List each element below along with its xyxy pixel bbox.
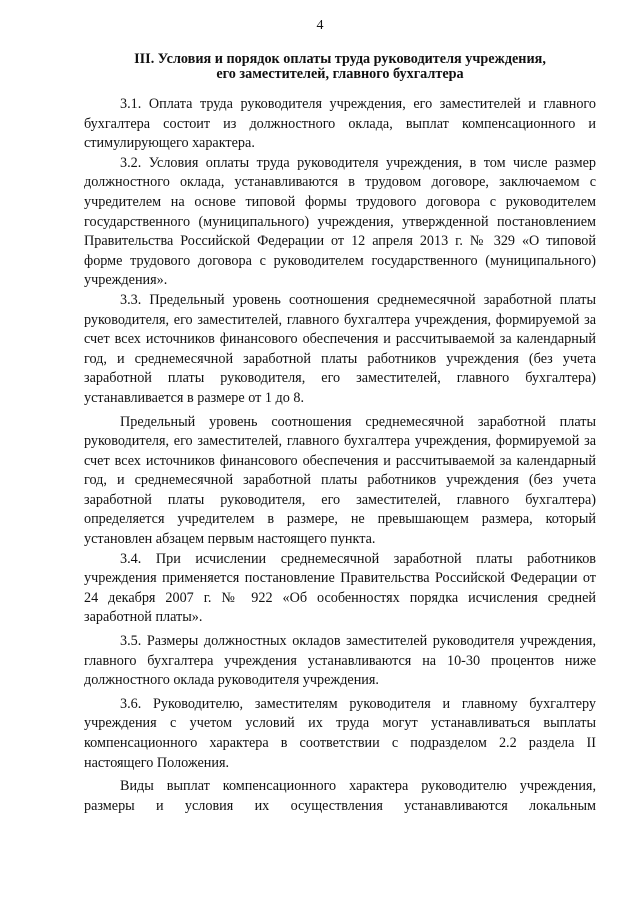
paragraph-3-2: 3.2. Условия оплаты труда руководителя учреждения, в том числе размер должностного оклада, устанавливаются в трудовом договоре, заключаемом с учредителем на основе типовой формы трудового договора с руководителем государственного (муниципального) учреждения, утвержденной постановлением Правительства Российской Федерации от 12 апреля 2013 г. № 329 «О типовой форме трудового договора с руководителем государственного (муниципального) учреждения». — [84, 154, 596, 289]
paragraph-3-6-second: Виды выплат компенсационного характера руководителю учреждения, размеры и условия их осуществления устанавливаются локальным — [84, 778, 596, 814]
paragraph-3-3: 3.3. Предельный уровень соотношения среднемесячной заработной платы руководителя, его заместителей, главного бухгалтера учреждения, формируемой за счет всех источников финансового обеспечения и рассчитываемой за календарный год, и среднемесячной заработной платы работников учреждения (без учета заработной платы руководителя, его заместителей, главного бухгалтера) устанавливается в размере от 1 до 8. — [84, 291, 596, 406]
paragraph-3-6: 3.6. Руководителю, заместителям руководителя и главному бухгалтеру учреждения с учетом условий их труда могут устанавливаться выплаты компенсационного характера в соответствии с подразделом 2.2 раздела II настоящего Положения. — [84, 695, 596, 771]
section-heading-line-1: III. Условия и порядок оплаты труда руководителя учреждения, — [134, 51, 546, 67]
paragraph-3-3-second: Предельный уровень соотношения среднемесячной заработной платы руководителя, его заместителей, главного бухгалтера учреждения, формируемой за счет всех источников финансового обеспечения и рассчитываемой за календарный год, и среднемесячной заработной платы работников учреждения (без учета заработной платы руководителя, его заместителей, главного бухгалтера) определяется учредителем в размере, не превышающем размера, который установлен абзацем первым настоящего пункта. — [84, 413, 596, 548]
paragraph-3-5: 3.5. Размеры должностных окладов заместителей руководителя учреждения, главного бухгалтера учреждения устанавливаются на 10-30 процентов ниже должностного оклада руководителя учреждения. — [84, 633, 596, 689]
page-number: 4 — [316, 18, 324, 33]
section-heading-line-2: его заместителей, главного бухгалтера — [216, 66, 464, 82]
section-heading — [84, 52, 596, 82]
document-body — [84, 95, 596, 816]
paragraph-3-1: 3.1. Оплата труда руководителя учреждения, его заместителей и главного бухгалтера состоит из должностного оклада, выплат компенсационного и стимулирующего характера. — [84, 96, 596, 152]
paragraph-3-4: 3.4. При исчислении среднемесячной заработной платы работников учреждения применяется постановление Правительства Российской Федерации от 24 декабря 2007 г. № 922 «Об особенностях порядка исчисления средней заработной платы». — [84, 550, 596, 626]
